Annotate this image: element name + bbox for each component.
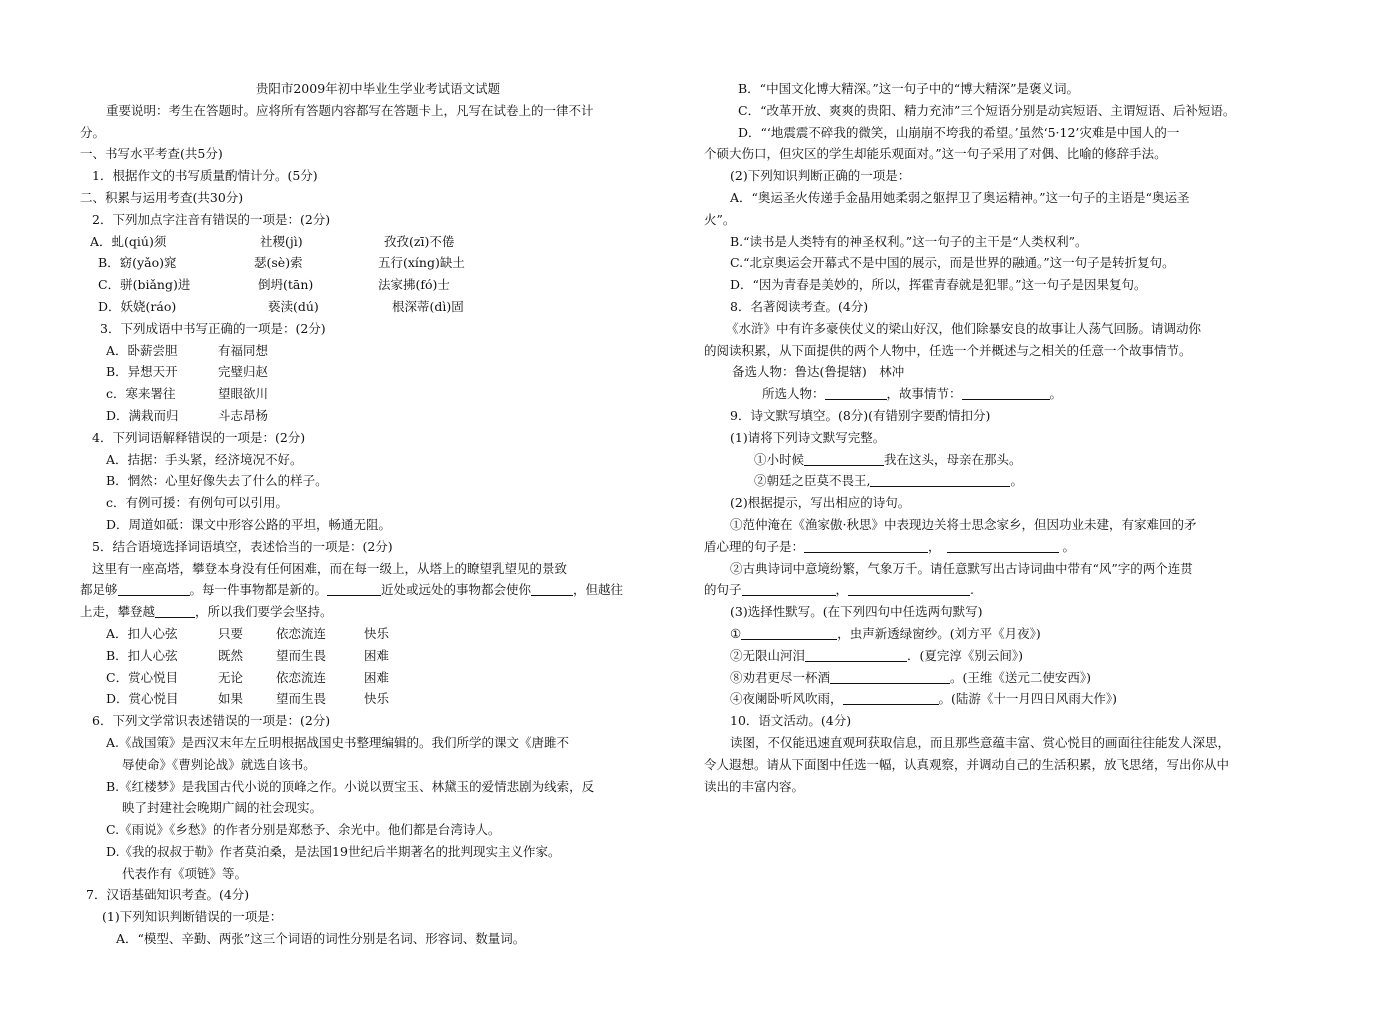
- option-row: [80, 645, 676, 667]
- option-row: [80, 252, 676, 274]
- option-row: [80, 405, 676, 427]
- option-cell: 快乐: [364, 625, 390, 641]
- option-cell: B．异想天开: [106, 364, 178, 380]
- answer-blank[interactable]: [531, 581, 573, 596]
- option-cell: 社稷(jì): [260, 233, 303, 249]
- option-line: C．“改革开放、爽爽的贵阳、精力充沛”三个短语分别是动宾短语、主谓短语、后补短语。: [738, 102, 1236, 118]
- option-cell: A．虬(qiú)须: [90, 233, 167, 249]
- sub-question: (1)请将下列诗文默写完整。: [730, 429, 886, 445]
- option-line: A．“奥运圣火传递手金晶用她柔弱之躯捍卫了奥运精神。”这一句子的主语是“奥运圣: [730, 189, 1190, 205]
- question-1: 1．根据作文的书写质量酌情计分。(5分): [92, 168, 318, 184]
- answer-line: [704, 667, 1316, 689]
- option-cell: 望而生畏: [276, 691, 327, 707]
- option-cell: B．扣人心弦: [106, 647, 178, 663]
- answer-label: ．(夏完淳《别云间》): [907, 647, 1024, 663]
- answer-label: 我在这头，母亲在那头。: [884, 451, 1022, 467]
- passage-text: ，但越往: [573, 582, 624, 598]
- option-row: [80, 274, 676, 296]
- answer-label: 盾心理的句子是：: [704, 538, 805, 554]
- option-cell: C．骈(biǎng)进: [98, 277, 191, 293]
- sub-question: (2)下列知识判断正确的一项是：: [730, 168, 911, 184]
- answer-label: ②朝廷之臣莫不畏王,: [754, 473, 871, 489]
- option-line: B．惘然：心里好像失去了什么的样子。: [106, 473, 328, 489]
- left-column: [80, 78, 676, 950]
- question-10: 10．语文活动。(4分): [730, 713, 852, 729]
- option-cell: 无论: [218, 669, 244, 685]
- question-9: 9．诗文默写填空。(8分)(有错别字要酌情扣分): [730, 407, 991, 423]
- option-row: [80, 296, 676, 318]
- answer-line: 的句子 ， .: [704, 582, 975, 598]
- option-cell: 有福同想: [218, 342, 269, 358]
- option-cell: 如果: [218, 691, 244, 707]
- option-cell: 亵渎(dú): [268, 298, 319, 314]
- notice-line: 重要说明：考生在答题时。应将所有答题内容都写在答题卡上，凡写在试卷上的一律不计: [106, 102, 594, 118]
- answer-blank[interactable]: [843, 690, 939, 705]
- option-cell: 困难: [364, 669, 390, 685]
- option-line: B.《红楼梦》是我国古代小说的顶峰之作。小说以贾宝玉、林黛玉的爱情悲剧为线索，反: [106, 778, 595, 794]
- right-column: [704, 78, 1316, 797]
- question-3: 3．下列成语中书写正确的一项是：(2分): [100, 320, 326, 336]
- option-row: [80, 231, 676, 253]
- passage-line: 的阅读积累，从下面提供的两个人物中，任选一个并概述与之相关的任意一个故事情节。: [704, 342, 1192, 358]
- answer-line: [704, 623, 1316, 645]
- option-line: 映了封建社会晚期广阔的社会现实。: [122, 800, 323, 816]
- section-heading: 二、积累与运用考查(共30分): [80, 189, 244, 205]
- option-cell: 完璧归赵: [218, 364, 269, 380]
- option-cell: D．赏心悦目: [106, 691, 179, 707]
- option-line: A．拮据：手头紧，经济境况不好。: [106, 451, 303, 467]
- option-cell: 法家拂(fó)士: [378, 277, 450, 293]
- sub-question: (3)选择性默写。(在下列四句中任选两句默写): [730, 604, 983, 620]
- answer-blank[interactable]: [742, 581, 836, 596]
- option-cell: 依恋流连: [276, 625, 327, 641]
- passage-line: 《水浒》中有许多豪侠仗义的梁山好汉，他们除暴安良的故事让人荡气回肠。请调动你: [726, 320, 1202, 336]
- answer-line: 盾心理的句子是： ， 。: [704, 538, 1076, 554]
- answer-label: 所选人物：: [762, 386, 825, 402]
- answer-label: 。(陆游《十一月四日风雨大作》): [938, 691, 1118, 707]
- answer-blank[interactable]: [830, 669, 950, 684]
- question-5: 5．结合语境选择词语填空，表述恰当的一项是：(2分): [92, 538, 393, 554]
- answer-blank[interactable]: [327, 581, 381, 596]
- answer-label: ④夜阑卧听风吹雨，: [730, 691, 843, 707]
- answer-label: 。(王维《送元二使安西》): [950, 669, 1092, 685]
- passage-text: 近处或远处的事物都会使你: [381, 582, 532, 598]
- passage-line: 读图，不仅能迅速直观珂获取信息，而且那些意蕴丰富、赏心悦目的画面往往能发人深思，: [730, 734, 1231, 750]
- candidate-list: 备选人物：鲁达(鲁提辖) 林冲: [732, 364, 905, 380]
- answer-blank[interactable]: [118, 581, 190, 596]
- option-cell: 快乐: [364, 691, 390, 707]
- option-cell: D．满栽而归: [106, 407, 179, 423]
- option-cell: A．扣人心弦: [106, 625, 178, 641]
- answer-line: ②朝廷之臣莫不畏王, 。: [754, 473, 1023, 489]
- option-cell: D．妖娆(ráo): [98, 298, 177, 314]
- passage-text: 都足够: [80, 582, 118, 598]
- answer-label: 的句子: [704, 582, 742, 598]
- option-line: 代表作有《项链》等。: [122, 865, 248, 881]
- option-cell: 根深蒂(dì)固: [392, 298, 464, 314]
- option-line: c．有例可援：有例句可以引用。: [106, 495, 289, 511]
- option-line: C.《雨说》《乡愁》的作者分别是郑愁予、余光中。他们都是台湾诗人。: [106, 822, 501, 838]
- option-cell: 孜孜(zī)不倦: [384, 233, 455, 249]
- option-row: [80, 383, 676, 405]
- answer-label: ，故事情节：: [886, 386, 962, 402]
- answer-blank[interactable]: [805, 647, 907, 662]
- answer-blank[interactable]: [870, 472, 1010, 487]
- option-cell: 瑟(sè)索: [254, 255, 303, 271]
- answer-blank[interactable]: [947, 538, 1059, 553]
- answer-line: [704, 645, 1316, 667]
- option-cell: B．窈(yǎo)窕: [98, 255, 177, 271]
- option-line: 辱使命》《曹刿论战》就选自该书。: [122, 756, 316, 772]
- passage-line: 读出的丰富内容。: [704, 778, 805, 794]
- answer-blank[interactable]: [962, 385, 1050, 400]
- option-line: D．“‘地震震不碎我的微笑，山崩崩不垮我的希望。’虽然‘5·12’灾难是中国人的一: [738, 124, 1180, 140]
- option-cell: 望而生畏: [276, 647, 327, 663]
- answer-line: 所选人物： ，故事情节： 。: [762, 386, 1063, 402]
- answer-label: ①: [730, 625, 742, 641]
- answer-label: ，虫声新透绿窗纱。(刘方平《月夜》): [837, 625, 1041, 641]
- answer-label: ②无限山河泪: [730, 647, 806, 663]
- option-cell: 望眼欲川: [218, 386, 269, 402]
- exam-title: 贵阳市2009年初中毕业生学业考试语文试题: [255, 81, 501, 96]
- option-row: [80, 340, 676, 362]
- option-line: D.《我的叔叔于勒》作者莫泊桑，是法国19世纪后半期著名的批判现实主义作家。: [106, 843, 561, 859]
- answer-label: ①小时候: [754, 451, 805, 467]
- question-6: 6．下列文学常识表述错误的一项是：(2分): [92, 713, 331, 729]
- option-cell: 依恋流连: [276, 669, 327, 685]
- option-line: B.“读书是人类特有的神圣权利。”这一句子的主干是“人类权利”。: [730, 233, 1088, 249]
- answer-line: [704, 449, 1316, 471]
- passage-line: 这里有一座高塔，攀登本身没有任何困难，而在每一级上，从塔上的瞭望乳望见的景致: [92, 560, 568, 576]
- option-line: D．周道如砥：课文中形容公路的平坦，畅通无阻。: [106, 516, 392, 532]
- option-line: C.“北京奥运会开幕式不是中国的展示，而是世界的融通。”这一句子是转折复句。: [730, 255, 1175, 271]
- option-cell: 既然: [218, 647, 244, 663]
- option-cell: 只要: [218, 625, 244, 641]
- answer-label: ⑧劝君更尽一杯酒: [730, 669, 831, 685]
- option-cell: 困难: [364, 647, 390, 663]
- option-cell: C．赏心悦目: [106, 669, 179, 685]
- option-cell: 倒坍(tān): [258, 277, 314, 293]
- passage-line: 令人遐想。请从下面图中任选一幅，认真观察，并调动自己的生活积累，放飞思绪，写出你从中: [704, 756, 1230, 772]
- option-line: 个硕大伤口，但灾区的学生却能乐观面对。”这一句子采用了对偶、比喻的修辞手法。: [704, 146, 1167, 162]
- option-cell: 斗志昂杨: [218, 407, 269, 423]
- answer-blank[interactable]: [804, 538, 928, 553]
- option-cell: A．卧薪尝胆: [106, 342, 178, 358]
- option-cell: c．寒来署往: [106, 386, 176, 402]
- option-row: [80, 667, 676, 689]
- answer-blank[interactable]: [155, 603, 195, 618]
- option-line: A．“模型、辛勤、两张”这三个词语的词性分别是名词、形容词、数量词。: [116, 931, 526, 947]
- notice-line: 分。: [80, 124, 106, 140]
- passage-line: [80, 579, 676, 601]
- question-8: 8．名著阅读考查。(4分): [730, 298, 869, 314]
- answer-blank[interactable]: [848, 581, 970, 596]
- sub-question: (2)根据提示，写出相应的诗句。: [730, 495, 911, 511]
- passage-text: 。每一件事物都是新的。: [189, 582, 328, 598]
- option-cell: 五行(xíng)缺土: [378, 255, 465, 271]
- section-heading: 一、书写水平考查(共5分): [80, 146, 223, 162]
- option-line: A.《战国策》是西汉末年左丘明根据战国史书整理编辑的。我们所学的课文《唐雎不: [106, 734, 570, 750]
- answer-blank[interactable]: [741, 625, 837, 640]
- passage-line: ①范仲淹在《渔家傲·秋思》中表现边关将士思念家乡，但因功业未建，有家难回的矛: [730, 516, 1197, 532]
- passage-text: 上走，攀登越: [80, 604, 156, 620]
- answer-blank[interactable]: [825, 385, 887, 400]
- sub-question: (1)下列知识判断错误的一项是：: [102, 909, 283, 925]
- question-4: 4．下列词语解释错误的一项是：(2分): [92, 429, 306, 445]
- option-row: [80, 623, 676, 645]
- option-line: 火”。: [704, 211, 736, 227]
- passage-line: ②古典诗词中意境纷繁，气象万千。请任意默写出古诗词曲中带有“风”字的两个连贯: [730, 560, 1193, 576]
- answer-blank[interactable]: [804, 451, 884, 466]
- option-row: [80, 688, 676, 710]
- passage-line: [80, 601, 676, 623]
- option-line: D．“因为青春是美妙的，所以，挥霍青春就是犯罪。”这一句子是因果复句。: [730, 277, 1147, 293]
- passage-text: ，所以我们要学会坚持。: [195, 604, 333, 620]
- question-2: 2．下列加点字注音有错误的一项是：(2分): [92, 211, 331, 227]
- option-row: [80, 361, 676, 383]
- answer-line: [704, 688, 1316, 710]
- question-7: 7．汉语基础知识考查。(4分): [86, 887, 250, 903]
- option-line: B．“中国文化博大精深。”这一句子中的“博大精深”是褒义词。: [738, 81, 1079, 96]
